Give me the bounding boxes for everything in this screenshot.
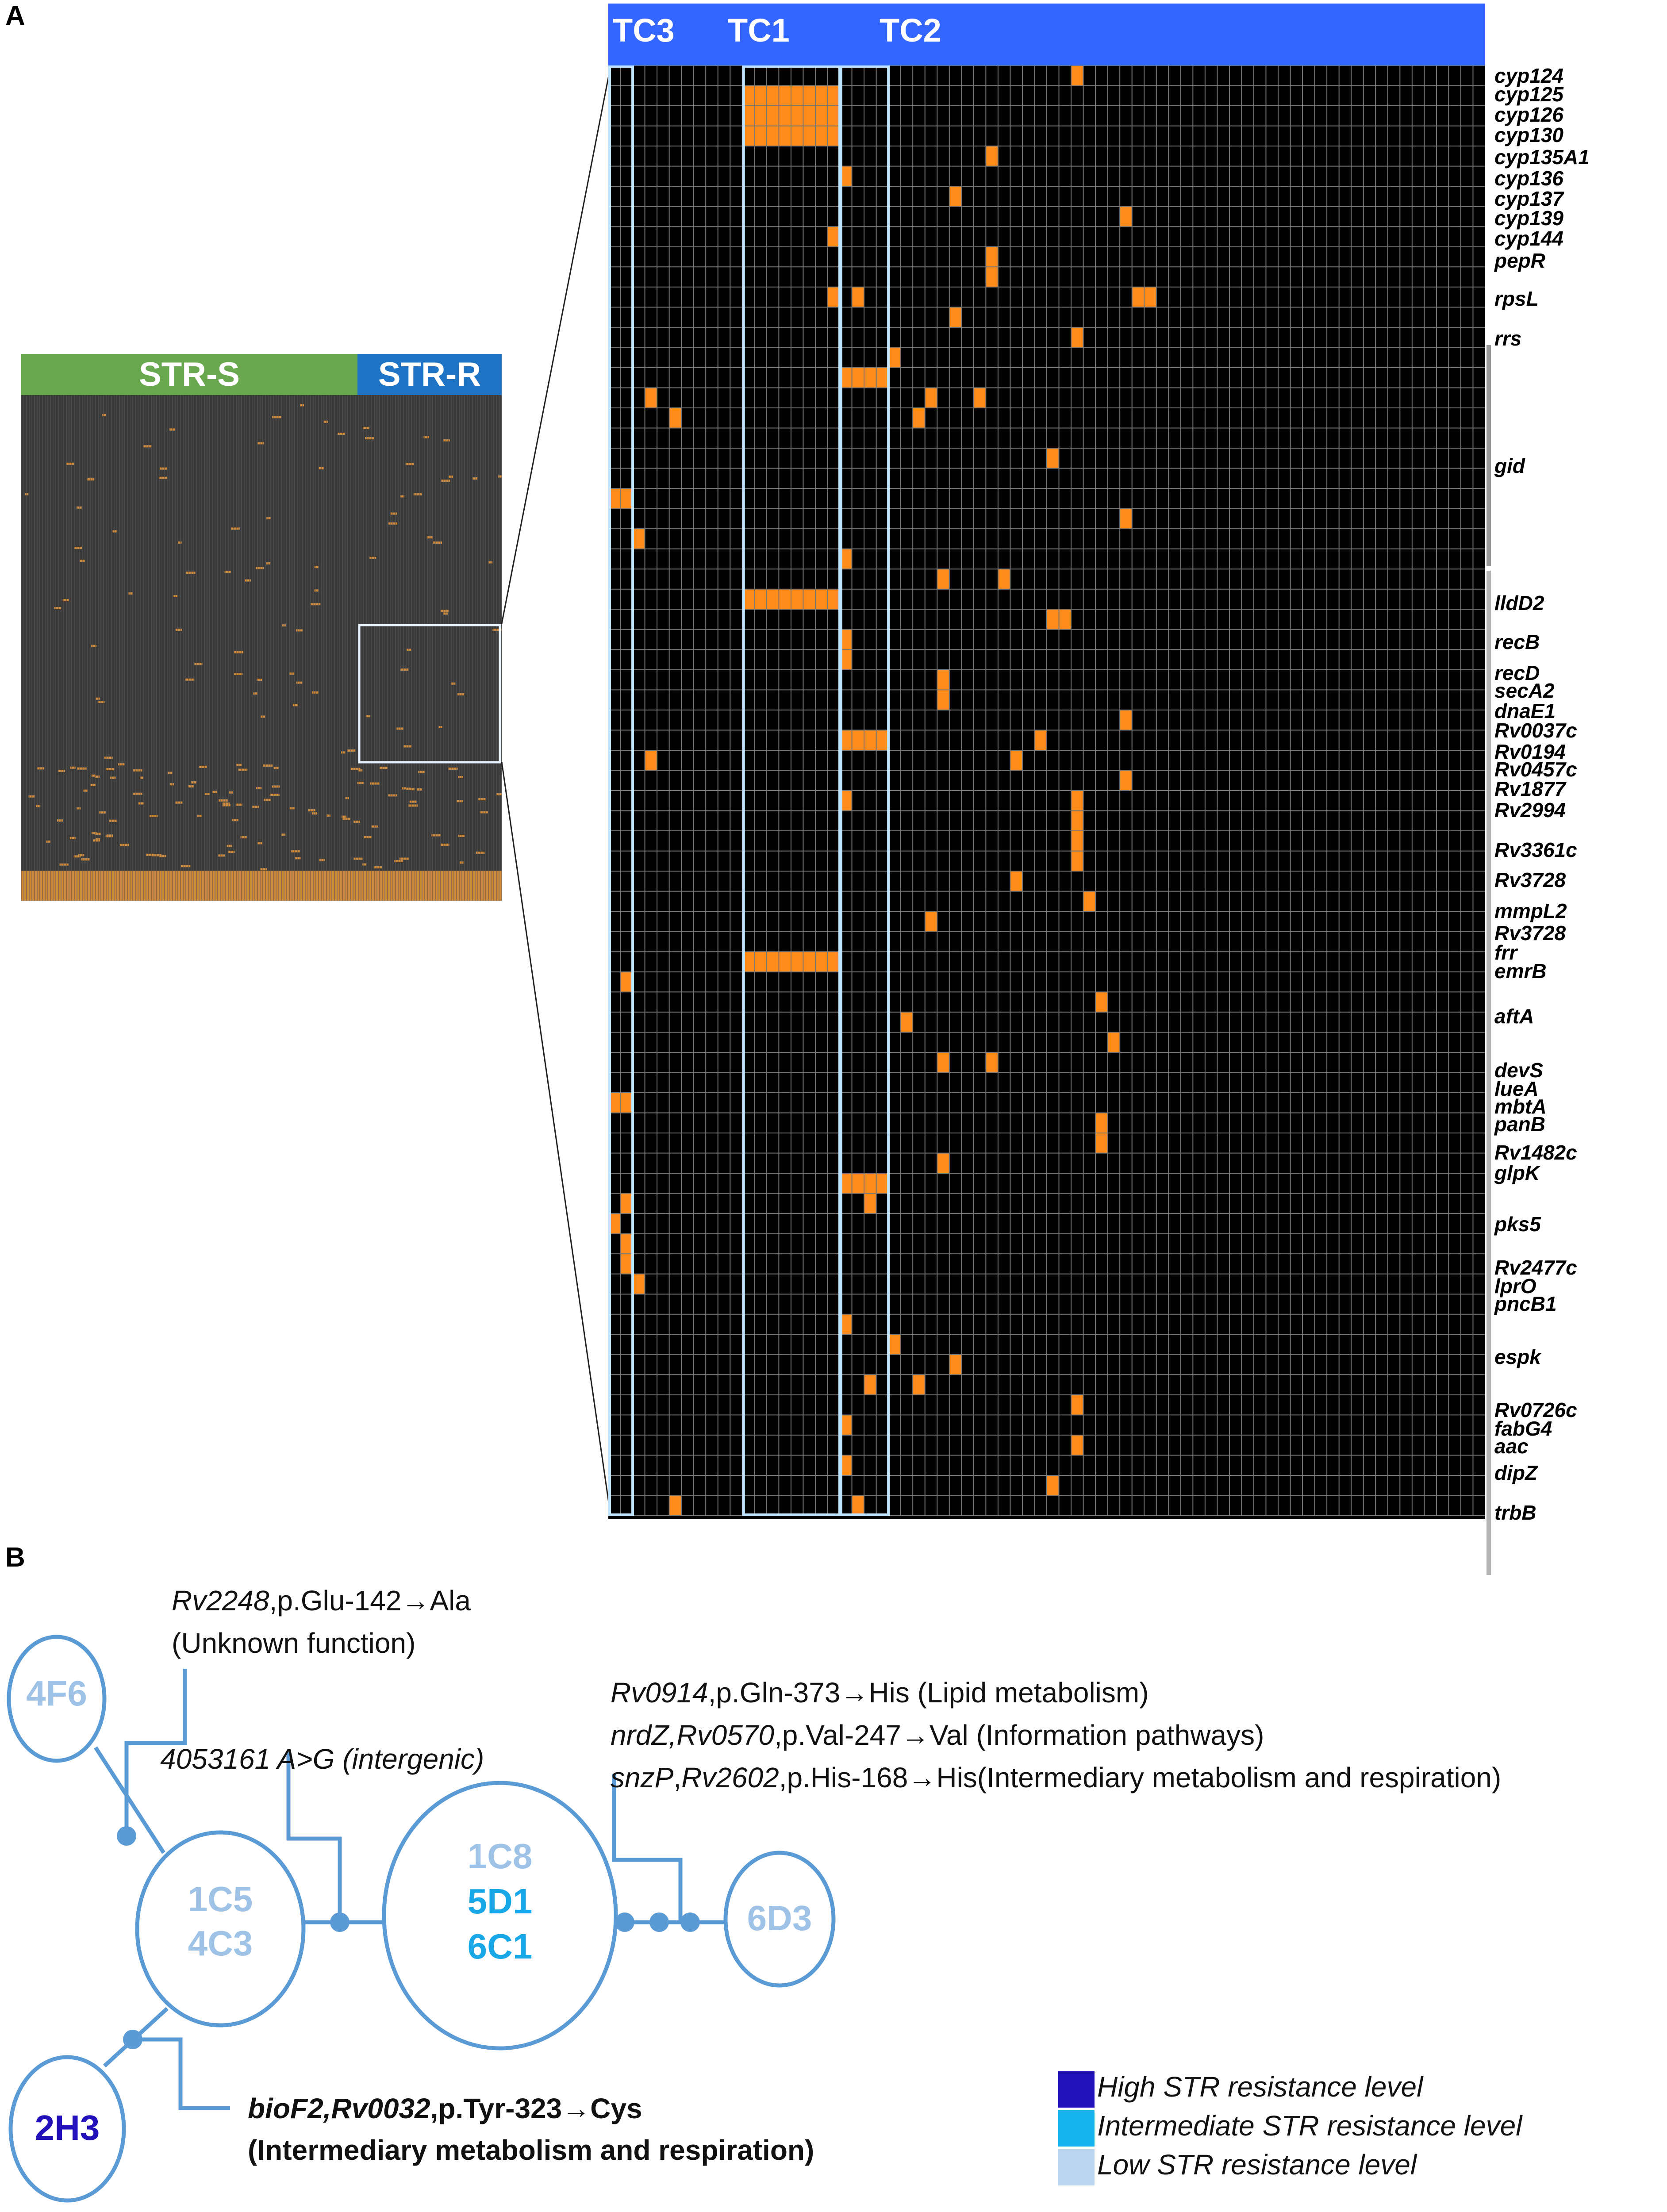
- mutation-cell: [937, 670, 949, 690]
- legend-label-high: High STR resistance level: [1097, 2071, 1423, 2103]
- gene-label: devS: [1494, 1059, 1543, 1082]
- mutation-cell: [1132, 287, 1145, 307]
- gene-label: mmpL2: [1494, 899, 1567, 922]
- mutation-heatmap: [608, 65, 1485, 1519]
- mutation-cell: [1010, 750, 1022, 771]
- node-label-4f6: 4F6: [26, 1674, 87, 1713]
- zoom-lines: [0, 0, 619, 1548]
- str-s-bar: STR-S: [21, 354, 357, 395]
- mutation-cell: [913, 1375, 925, 1395]
- snzp-gene: snzP: [611, 1762, 674, 1793]
- mutation-cell: [828, 589, 840, 610]
- mutation-cell: [1095, 1133, 1108, 1153]
- mutation-cell: [1120, 509, 1132, 529]
- mutation-cell: [925, 388, 937, 408]
- mutation-cell: [949, 186, 962, 207]
- gene-label: Rv1877: [1494, 777, 1566, 800]
- mutation-cell: [828, 126, 840, 146]
- mutation-cell: [803, 589, 815, 610]
- gene-label: cyp135A1: [1494, 146, 1590, 169]
- heatmap-header: [608, 4, 1485, 65]
- mutation-cell: [645, 750, 657, 771]
- legend-swatch-low: [1058, 2149, 1095, 2185]
- gene-label: Rv0457c: [1494, 758, 1577, 781]
- gene-label: Rv3728: [1494, 868, 1566, 891]
- gene-label: Rv0194: [1494, 740, 1566, 763]
- legend-swatch-intermediate: [1058, 2110, 1095, 2147]
- mutation-cell: [864, 1173, 876, 1194]
- mutation-cell: [815, 589, 828, 610]
- cluster-label-tc1: TC1: [728, 12, 790, 49]
- mutation-cell: [828, 227, 840, 247]
- mutation-cell: [1059, 609, 1072, 630]
- annotation-intergenic: 4053161 A>G (intergenic): [160, 1743, 484, 1775]
- mutation-cell: [1071, 831, 1083, 851]
- mutation-cell: [937, 1153, 949, 1174]
- gene-label: aftA: [1494, 1005, 1534, 1028]
- mutation-cell: [1071, 811, 1083, 831]
- legend-swatch-high: [1058, 2071, 1095, 2108]
- gene-label: Rv0726c: [1494, 1398, 1577, 1421]
- gene-label: lldD2: [1494, 591, 1544, 614]
- gene-label: aac: [1494, 1435, 1529, 1458]
- branch-dot: [649, 1912, 669, 1932]
- mutation-cell: [1071, 1435, 1083, 1455]
- gene-label: cyp139: [1494, 207, 1564, 230]
- mutation-cell: [1144, 287, 1156, 307]
- node-label-4c3: 4C3: [188, 1924, 253, 1963]
- gene-label: fabG4: [1494, 1417, 1552, 1440]
- gene-label: lueA: [1494, 1077, 1539, 1100]
- gene-label: Rv0037c: [1494, 719, 1577, 742]
- mutation-cell: [852, 730, 864, 750]
- mutation-cell: [937, 569, 949, 589]
- mutation-cell: [754, 106, 767, 126]
- node-label-5d1: 5D1: [467, 1882, 533, 1921]
- gene-label: Rv2477c: [1494, 1256, 1577, 1279]
- gene-label: cyp126: [1494, 103, 1564, 126]
- mutation-cell: [1095, 992, 1108, 1012]
- gene-label: Rv3361c: [1494, 838, 1577, 861]
- mutation-cell: [791, 952, 803, 972]
- mutation-cell: [937, 690, 949, 710]
- mutation-cell: [621, 1234, 633, 1254]
- mutation-cell: [815, 126, 828, 146]
- gene-label: lprO: [1494, 1275, 1536, 1298]
- mutation-cell: [621, 972, 633, 992]
- mutation-cell: [1071, 65, 1083, 86]
- mutation-cell: [1071, 791, 1083, 811]
- mutation-cell: [888, 347, 901, 368]
- snzp-rv: Rv2602: [681, 1762, 779, 1793]
- mutation-cell: [669, 408, 682, 428]
- gene-label: rrs: [1494, 327, 1522, 350]
- mutation-cell: [864, 730, 876, 750]
- mutation-cell: [621, 1254, 633, 1274]
- mutation-cell: [1047, 1475, 1059, 1496]
- mutation-cell: [828, 86, 840, 106]
- mutation-cell: [815, 952, 828, 972]
- gene-label: rpsL: [1494, 287, 1539, 310]
- branch-dot: [680, 1912, 700, 1932]
- gene-label: panB: [1494, 1113, 1545, 1136]
- mutation-cell: [633, 529, 645, 549]
- mutation-cell: [1071, 851, 1083, 872]
- mutation-cell: [815, 106, 828, 126]
- annotation-rv2248: [172, 1584, 471, 1618]
- mutation-cell: [974, 388, 986, 408]
- mutation-cell: [803, 86, 815, 106]
- mutation-cell: [669, 1495, 682, 1516]
- panel-b-letter: B: [5, 1542, 25, 1573]
- gene-label: secA2: [1494, 679, 1555, 702]
- biof2-change: ,p.Tyr-323→Cys: [430, 2093, 642, 2124]
- gene-label: dipZ: [1494, 1461, 1538, 1484]
- panel-a-letter: A: [5, 0, 25, 31]
- mutation-cell: [791, 106, 803, 126]
- nrdz-change: ,p.Val-247→Val (Information pathways): [774, 1719, 1264, 1751]
- node-label-1c8: 1C8: [467, 1836, 533, 1876]
- mutation-cell: [815, 86, 828, 106]
- mutation-cell: [925, 911, 937, 932]
- mutation-cell: [754, 589, 767, 610]
- mutation-cell: [621, 1194, 633, 1214]
- mutation-cell: [852, 287, 864, 307]
- gene-label: Rv2994: [1494, 799, 1566, 822]
- mutation-cell: [791, 589, 803, 610]
- mutation-cell: [754, 952, 767, 972]
- mutation-cell: [888, 1334, 901, 1355]
- gene-label: pepR: [1494, 249, 1545, 272]
- annotation-nrdz: [611, 1718, 1264, 1752]
- gene-label: cyp130: [1494, 123, 1564, 146]
- branch-dot: [117, 1826, 136, 1846]
- mutation-cell: [864, 1375, 876, 1395]
- mutation-cell: [864, 1194, 876, 1214]
- mutation-cell: [1071, 1395, 1083, 1415]
- mutation-cell: [852, 1173, 864, 1194]
- mutation-cell: [852, 368, 864, 388]
- mutation-cell: [986, 267, 998, 287]
- gene-label: gid: [1494, 454, 1525, 477]
- mutation-cell: [1010, 871, 1022, 891]
- mutation-cell: [901, 1012, 913, 1033]
- mutation-cell: [803, 952, 815, 972]
- mutation-cell: [986, 247, 998, 267]
- gene-label: pncB1: [1494, 1292, 1557, 1315]
- gene-label: cyp125: [1494, 83, 1564, 106]
- mutation-cell: [779, 106, 791, 126]
- mutation-cell: [828, 952, 840, 972]
- mutation-cell: [791, 86, 803, 106]
- mutation-cell: [913, 408, 925, 428]
- mutation-cell: [864, 368, 876, 388]
- mutation-cell: [767, 952, 779, 972]
- legend-label-intermediate: Intermediate STR resistance level: [1097, 2110, 1522, 2142]
- mutation-cell: [803, 106, 815, 126]
- annotation-rv2248-function: (Unknown function): [172, 1627, 416, 1659]
- gene-label: emrB: [1494, 960, 1547, 983]
- mutation-cell: [1071, 327, 1083, 348]
- mutation-cell: [852, 1495, 864, 1516]
- gene-label: cyp137: [1494, 187, 1564, 210]
- mutation-cell: [998, 569, 1010, 589]
- rv2248-gene: Rv2248: [172, 1585, 269, 1617]
- mutation-cell: [621, 1093, 633, 1113]
- gene-label: cyp124: [1494, 64, 1564, 87]
- mutation-cell: [1120, 207, 1132, 227]
- gene-label: Rv3728: [1494, 922, 1566, 945]
- gene-label: espk: [1494, 1345, 1541, 1368]
- nrdz-gene: nrdZ,Rv0570: [611, 1719, 774, 1751]
- mutation-cell: [633, 1274, 645, 1294]
- mutation-cell: [767, 126, 779, 146]
- mutation-cell: [621, 488, 633, 509]
- mutation-cell: [779, 589, 791, 610]
- mutation-cell: [779, 86, 791, 106]
- mutation-cell: [1047, 448, 1059, 469]
- node-label-6d3: 6D3: [747, 1898, 812, 1938]
- mutation-cell: [828, 106, 840, 126]
- mutation-cell: [1108, 1032, 1120, 1052]
- str-r-bar: STR-R: [357, 354, 502, 395]
- mutation-cell: [1095, 1113, 1108, 1133]
- mutation-cell: [949, 307, 962, 327]
- mutation-cell: [986, 1052, 998, 1073]
- mutation-cell: [1083, 891, 1096, 912]
- mutation-cell: [1120, 710, 1132, 730]
- branch-dot: [123, 2030, 142, 2049]
- mutation-cell: [754, 126, 767, 146]
- mutation-cell: [779, 126, 791, 146]
- annotation-rv0914: [611, 1676, 1149, 1710]
- gene-label: frr: [1494, 941, 1517, 964]
- snzp-mid: ,: [673, 1762, 682, 1793]
- branch-dot: [330, 1912, 350, 1932]
- mutation-cell: [767, 589, 779, 610]
- snzp-change: ,p.His-168→His(Intermediary metabolism and respiration): [779, 1762, 1502, 1793]
- gene-label: glpK: [1494, 1161, 1540, 1184]
- annotation-snzp: [611, 1761, 1501, 1795]
- mutation-cell: [1120, 770, 1132, 791]
- gene-label: pks5: [1494, 1213, 1541, 1236]
- gene-group-brackets: [1486, 345, 1493, 1584]
- mutation-cell: [767, 86, 779, 106]
- gene-label: recB: [1494, 630, 1540, 653]
- gene-label: mbtA: [1494, 1095, 1547, 1118]
- biof2-gene: bioF2,Rv0032: [248, 2093, 430, 2124]
- mutation-cell: [828, 287, 840, 307]
- rv2248-change: ,p.Glu-142→Ala: [269, 1585, 471, 1617]
- branch-dot: [615, 1912, 634, 1932]
- gene-label: trbB: [1494, 1501, 1536, 1524]
- gene-label: cyp136: [1494, 167, 1564, 190]
- annotation-biof2: [248, 2092, 642, 2126]
- node-label-6c1: 6C1: [467, 1927, 533, 1966]
- node-label-2h3: 2H3: [35, 2108, 100, 2147]
- mutation-cell: [645, 388, 657, 408]
- mutation-cell: [803, 126, 815, 146]
- mutation-cell: [937, 1052, 949, 1073]
- mutation-cell: [876, 368, 889, 388]
- mutation-cell: [791, 126, 803, 146]
- rv0914-gene: Rv0914: [611, 1677, 708, 1709]
- cluster-label-tc2: TC2: [880, 12, 941, 49]
- gene-label: dnaE1: [1494, 699, 1556, 722]
- mutation-cell: [779, 952, 791, 972]
- gene-label: recD: [1494, 661, 1540, 684]
- mutation-cell: [949, 1355, 962, 1375]
- mutation-cell: [1047, 609, 1059, 630]
- cluster-label-tc3: TC3: [613, 12, 675, 49]
- annotation-biof2-function: (Intermediary metabolism and respiration): [248, 2134, 814, 2166]
- gene-label: Rv1482c: [1494, 1141, 1577, 1164]
- mutation-cell: [876, 730, 889, 750]
- rv0914-change: ,p.Gln-373→His (Lipid metabolism): [708, 1677, 1149, 1709]
- mutation-cell: [754, 86, 767, 106]
- mutation-cell: [1034, 730, 1047, 750]
- gene-label: cyp144: [1494, 227, 1564, 250]
- mutation-cell: [767, 106, 779, 126]
- legend-label-low: Low STR resistance level: [1097, 2149, 1417, 2181]
- node-label-1c5: 1C5: [188, 1879, 253, 1919]
- mutation-cell: [986, 146, 998, 166]
- mutation-cell: [876, 1173, 889, 1194]
